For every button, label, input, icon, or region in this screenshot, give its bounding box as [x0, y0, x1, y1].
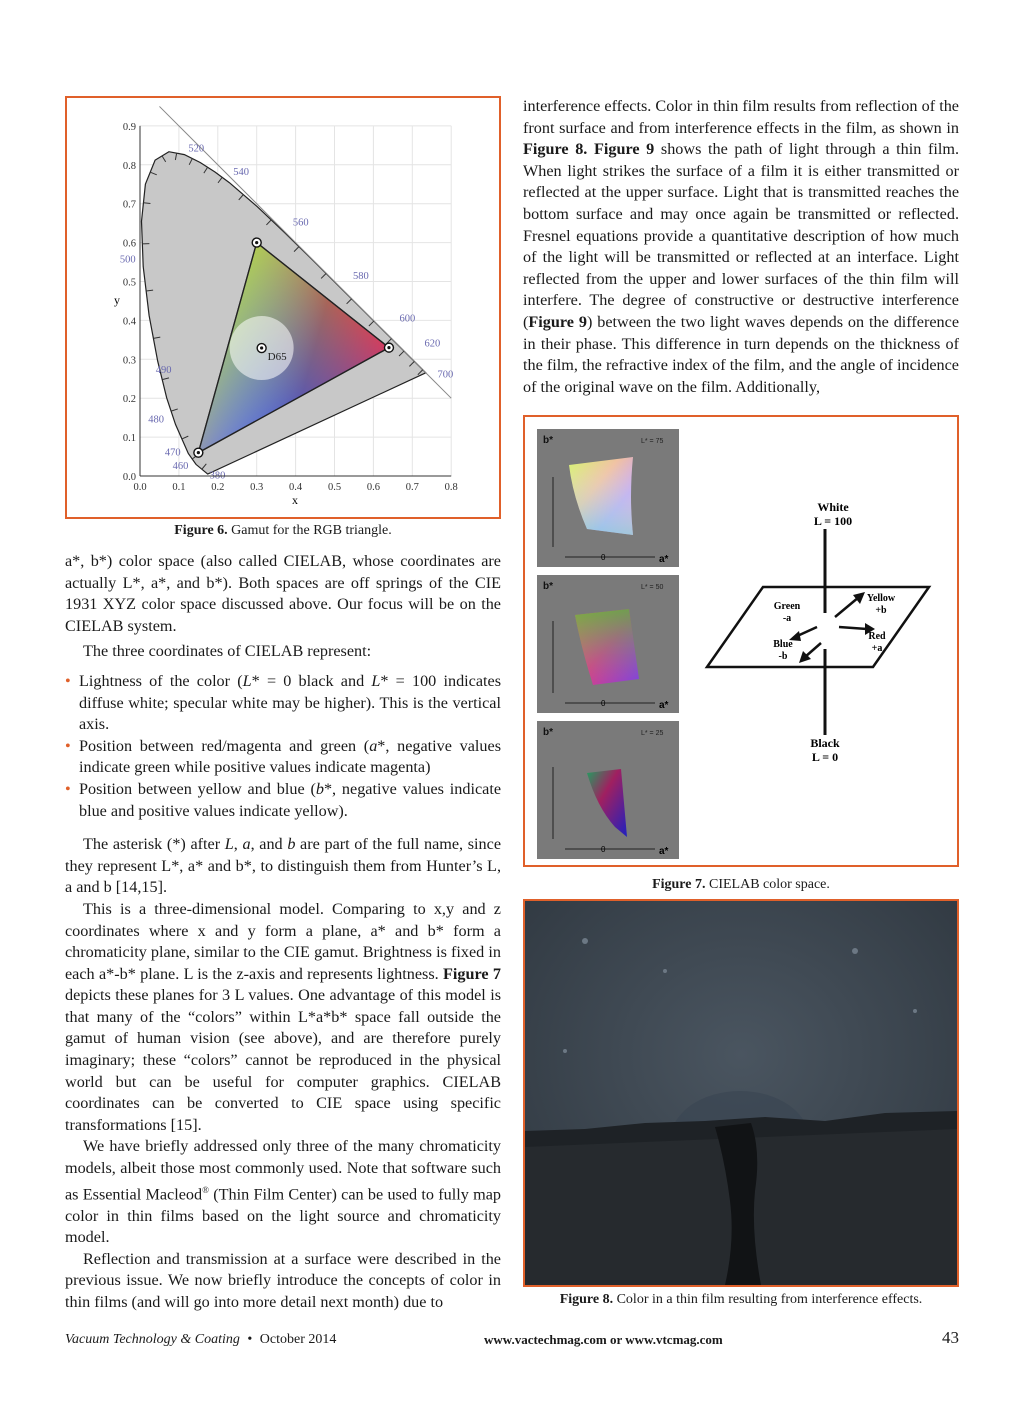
list-item: • Position between red/magenta and green (a*, negative values indicate green while positive values indicate magenta): [65, 736, 501, 777]
wavelength-label: 520: [188, 143, 205, 155]
page-number: 43: [942, 1328, 959, 1347]
wavelength-label: 470: [164, 447, 181, 459]
x-tick-label: 0.4: [289, 482, 303, 493]
x-tick-label: 0.8: [444, 482, 458, 493]
wavelength-label: 480: [148, 414, 165, 426]
svg-text:-b: -b: [778, 651, 788, 662]
lab-panel-l25: [537, 721, 679, 859]
cielab-diagram: [525, 417, 957, 865]
y-tick-label: 0.2: [122, 394, 136, 406]
wavelength-label: 490: [155, 364, 172, 376]
paragraph-1: a*, b*) color space (also called CIELAB, whose coordinates are actually L*, a*, and b*). Both spaces are off springs of the CIE 1931 XYZ color space discussed above. Our focus will be on the CIELAB system.: [65, 552, 501, 635]
svg-text:L = 100: L = 100: [813, 514, 853, 528]
svg-text:a*: a*: [659, 846, 669, 857]
thin-film-photo: [525, 901, 957, 1285]
y-axis-label: y: [114, 293, 120, 307]
svg-text:+b: +b: [875, 605, 887, 616]
svg-text:a*: a*: [659, 554, 669, 565]
y-tick-label: 0.8: [122, 160, 136, 172]
x-tick-label: 0.6: [366, 482, 380, 493]
y-tick-label: 0.1: [122, 433, 136, 445]
svg-text:L* = 50: L* = 50: [641, 584, 664, 591]
y-tick-label: 0.4: [122, 316, 136, 328]
svg-text:Red: Red: [868, 631, 886, 642]
figure-8-caption: Figure 8. Color in a thin film resulting from interference effects.: [559, 1292, 923, 1307]
wavelength-label: 580: [352, 270, 369, 282]
svg-text:b*: b*: [543, 435, 553, 446]
wavelength-label: 600: [399, 313, 416, 325]
y-tick-label: 0.6: [122, 238, 136, 250]
x-tick-label: 0.0: [133, 482, 147, 493]
figure-6-caption: Figure 6. Gamut for the RGB triangle.: [174, 523, 392, 538]
figure-6-frame: [65, 96, 501, 519]
svg-text:a*: a*: [659, 700, 669, 711]
svg-text:Black: Black: [810, 736, 840, 750]
wavelength-label: 540: [233, 166, 249, 178]
figure-7-caption: Figure 7. CIELAB color space.: [652, 877, 830, 892]
right-column: [523, 96, 959, 398]
svg-text:Blue: Blue: [773, 639, 793, 650]
d65-label: D65: [267, 351, 287, 364]
wavelength-label: 700: [437, 369, 454, 381]
svg-text:-a: -a: [782, 613, 792, 624]
wavelength-label: 380: [209, 470, 226, 482]
wavelength-label: 560: [292, 217, 309, 229]
svg-text:0: 0: [601, 699, 606, 708]
paragraph-3: The asterisk (*) after L, a, and b are part of the full name, since they represent L*, a* and b*, to distinguish them from Hunter’s L, a and b [14,15].: [65, 835, 502, 897]
svg-text:L* = 25: L* = 25: [641, 730, 664, 737]
x-tick-label: 0.1: [172, 482, 186, 493]
footer-url: www.vactechmag.com or www.vtcmag.com: [484, 1332, 723, 1347]
x-axis-label: x: [292, 493, 298, 507]
y-tick-label: 0.7: [122, 199, 136, 211]
y-tick-label: 0.9: [122, 121, 136, 133]
paragraph-4: This is a three-dimensional model. Comparing to x,y and z coordinates where x and y form a plane, a* and b* form a chromaticity plane, similar to the CIE gamut. Brightness is fixed in each a*-b* plane. L is the z-axis and represents lightness. Figure 7 depicts these planes for 3 L values. One advantage of this model is that many of the “colors” within L*a*b* space fall outside the gamut of human vision (see above), and are therefore purely imaginary; these “colors” cannot be reproduced in the physical world but can be useful for computer graphics. CIELAB coordinates can be converted to CIE space using specific transformations [15].: [65, 899, 501, 1134]
list-item: • Lightness of the color (L* = 0 black and L* = 100 indicates diffuse white; specular white may be higher). This is the vertical axis.: [65, 671, 502, 734]
y-tick-label: 0.3: [122, 355, 136, 367]
cie-gamut-chart: [67, 98, 499, 517]
lab-axis-diagram: [707, 500, 929, 764]
svg-text:0: 0: [601, 553, 606, 562]
y-tick-label: 0.5: [122, 277, 136, 289]
svg-text:L = 0: L = 0: [811, 750, 839, 764]
x-tick-label: 0.2: [211, 482, 225, 493]
figure-8-frame: [523, 899, 959, 1287]
coordinate-list: [65, 671, 501, 822]
paragraph-5: We have briefly addressed only three of the many chromaticity models, albeit those most commonly used. Note that software such as Essential Macleod® (Thin Film Center) can be used to fully map color in thin films based on the light source and chromaticity model.: [65, 1137, 501, 1247]
svg-text:b*: b*: [543, 727, 553, 738]
svg-text:Yellow: Yellow: [866, 593, 896, 604]
svg-text:White: White: [817, 500, 849, 514]
y-tick-label: 0.0: [122, 472, 136, 483]
wavelength-label: 620: [424, 338, 441, 350]
svg-text:+a: +a: [871, 643, 883, 654]
svg-text:L* = 75: L* = 75: [641, 438, 664, 445]
wavelength-label: 460: [172, 461, 189, 473]
list-item: • Position between yellow and blue (b*, negative values indicate blue and positive values indicate yellow).: [65, 779, 502, 820]
paragraph-6: Reflection and transmission at a surface were described in the previous issue. We now briefly introduce the concepts of color in thin films (and will go into more detail next month) due to: [65, 1249, 501, 1311]
paragraph-interference: interference effects. Color in thin film results from reflection of the front surface and from interference effects in the film, as shown in Figure 8. Figure 9 shows the path of light through a thin film. When light strikes the surface of a film it is either transmitted or reflected at the upper surface. Light that is transmitted reaches the bottom surface and may once again be transmitted or reflected. Fresnel equations provide a quantitative description of how much of the light will be transmitted or reflected at an interface. Light reflected from the upper and lower surfaces of the thin film will interfere. The degree of constructive or destructive interference (Figure 9) between the two light waves depends on the difference in their phase. This difference in turn depends on the thickness of the film, the refractive index of the film, and the angle of incidence of the original wave on the film. Additionally,: [523, 97, 960, 396]
x-tick-label: 0.7: [405, 482, 419, 493]
x-tick-label: 0.5: [327, 482, 342, 493]
wavelength-label: 500: [119, 254, 136, 266]
figure-7-frame: [523, 415, 959, 867]
footer-journal: Vacuum Technology & Coating • October 2014: [65, 1332, 337, 1347]
svg-text:b*: b*: [543, 581, 553, 592]
lab-panel-l75: [537, 429, 679, 567]
paragraph-2: The three coordinates of CIELAB represent:: [83, 642, 372, 661]
svg-text:Green: Green: [773, 601, 801, 612]
svg-text:0: 0: [601, 845, 606, 854]
x-tick-label: 0.3: [250, 482, 264, 493]
lab-panel-l50: [537, 575, 679, 713]
left-column: [65, 551, 501, 1314]
